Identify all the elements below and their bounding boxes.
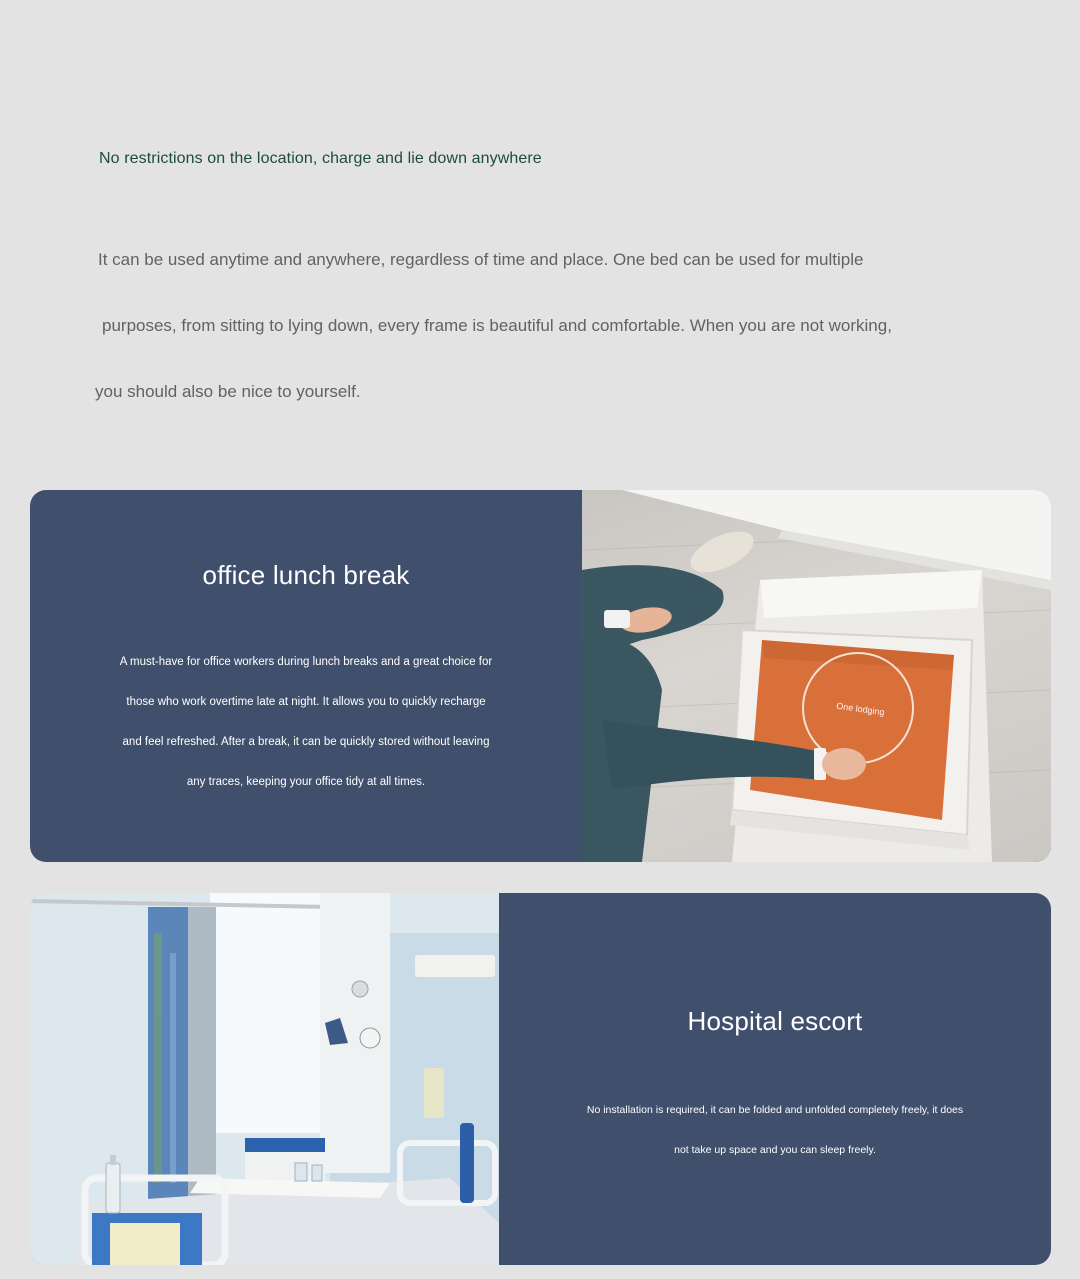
window	[210, 893, 320, 1133]
intro-line: purposes, from sitting to lying down, every frame is beautiful and comfortable. When you are not working,	[102, 316, 892, 335]
hospital-desc-line: No installation is required, it can be folded and unfolded completely freely, it does	[586, 1104, 964, 1116]
office-desc-line: any traces, keeping your office tidy at all times.	[186, 776, 426, 788]
intro-tagline: No restrictions on the location, charge and lie down anywhere	[99, 150, 542, 167]
office-desc-line: and feel refreshed. After a break, it can be quickly stored without leaving	[122, 736, 490, 748]
desk-top	[622, 490, 1051, 580]
curtain-grey	[188, 907, 216, 1207]
hospital-card	[30, 893, 1051, 1265]
intro-body	[95, 240, 995, 438]
office-photo-illustration	[582, 490, 1051, 862]
hospital-photo-illustration	[30, 893, 499, 1265]
office-photo	[582, 490, 1051, 862]
hospital-card-title: Hospital escort	[687, 1006, 863, 1036]
office-desc-line: A must-have for office workers during lunch breaks and a great choice for	[119, 656, 493, 668]
shoe	[684, 523, 759, 581]
office-text-panel	[30, 490, 582, 862]
bag-label: One lodging	[835, 700, 886, 718]
intro-line: It can be used anytime and anywhere, regardless of time and place. One bed can be used for multiple	[98, 250, 864, 269]
office-card-description	[30, 648, 582, 808]
hospital-photo	[30, 893, 499, 1265]
hospital-text-panel	[499, 893, 1051, 1265]
hospital-desc-line: not take up space and you can sleep freely.	[674, 1144, 876, 1156]
hand	[822, 748, 866, 780]
office-desc-line: those who work overtime late at night. It allows you to quickly recharge	[126, 696, 486, 708]
office-card	[30, 490, 1051, 862]
intro-line: you should also be nice to yourself.	[95, 382, 361, 401]
office-card-title: office lunch break	[202, 560, 410, 590]
hospital-card-description	[499, 1096, 1051, 1176]
